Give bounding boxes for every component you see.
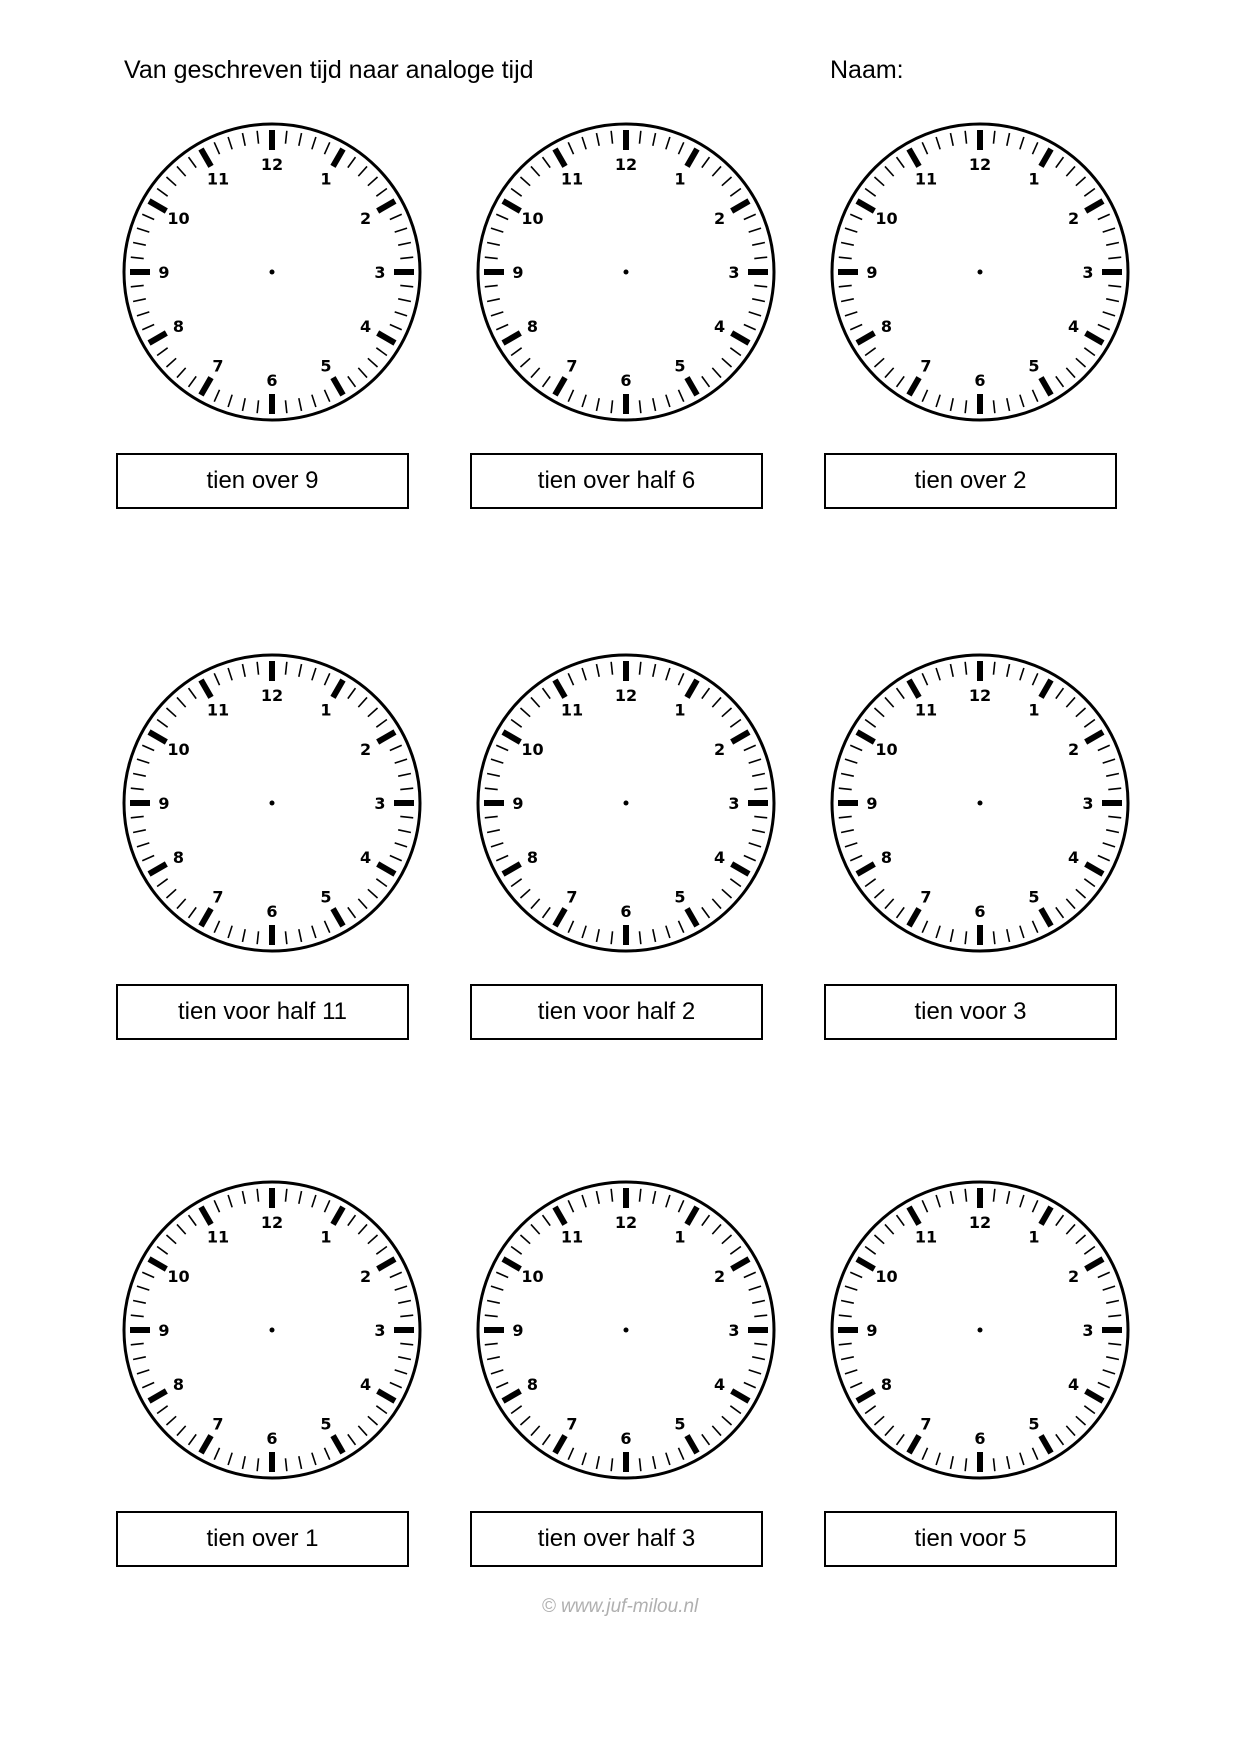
hour-numeral: 10: [521, 740, 544, 759]
hour-numeral: 10: [521, 1267, 544, 1286]
hour-numeral: 8: [880, 848, 893, 867]
hour-numeral: 8: [880, 1375, 893, 1394]
hour-numeral: 9: [512, 794, 524, 813]
hour-numeral: 12: [968, 1213, 992, 1232]
hour-numeral: 8: [880, 317, 893, 336]
hour-numeral: 11: [560, 169, 584, 189]
hour-numeral: 6: [266, 1429, 278, 1448]
center-dot: [270, 1328, 275, 1333]
hour-numeral: 8: [172, 317, 185, 336]
hour-numeral: 10: [167, 740, 190, 759]
hour-numeral: 2: [713, 740, 726, 759]
center-dot: [978, 270, 983, 275]
hour-numeral: 3: [374, 794, 386, 813]
center-dot: [624, 270, 629, 275]
exercise-5: [476, 653, 776, 1033]
hour-numeral: 9: [866, 794, 878, 813]
hour-numeral: 5: [320, 887, 332, 907]
exercise-2: [476, 122, 776, 502]
clock-face: [830, 653, 1130, 953]
exercise-9: [830, 1180, 1130, 1560]
hour-numeral: 6: [620, 902, 632, 921]
clock-face: [122, 122, 422, 422]
center-dot: [978, 1328, 983, 1333]
hour-numeral: 9: [866, 1321, 878, 1340]
hour-numeral: 5: [674, 356, 686, 376]
hour-numeral: 11: [206, 1227, 230, 1247]
hour-numeral: 6: [266, 902, 278, 921]
hour-numeral: 11: [560, 700, 584, 720]
hour-numeral: 2: [1067, 740, 1080, 759]
hour-numeral: 10: [521, 209, 544, 228]
clock-face: [476, 653, 776, 953]
hour-numeral: 6: [974, 1429, 986, 1448]
hour-numeral: 12: [260, 155, 284, 174]
hour-numeral: 2: [1067, 209, 1080, 228]
hour-numeral: 2: [359, 209, 372, 228]
hour-numeral: 4: [1067, 848, 1080, 867]
clock-face: [476, 122, 776, 422]
time-label-box: tien over 1: [116, 1511, 409, 1567]
hour-numeral: 6: [974, 371, 986, 390]
hour-numeral: 7: [920, 356, 932, 376]
center-dot: [270, 270, 275, 275]
name-label: Naam:: [830, 56, 904, 84]
time-label-box: tien over 9: [116, 453, 409, 509]
hour-numeral: 11: [914, 169, 938, 189]
hour-numeral: 4: [713, 848, 726, 867]
hour-numeral: 12: [614, 155, 638, 174]
hour-numeral: 4: [359, 848, 372, 867]
center-dot: [270, 801, 275, 806]
hour-numeral: 8: [526, 848, 539, 867]
hour-numeral: 7: [212, 1414, 224, 1434]
hour-numeral: 11: [206, 700, 230, 720]
hour-numeral: 9: [866, 263, 878, 282]
clock-face: [830, 1180, 1130, 1480]
worksheet-title: Van geschreven tijd naar analoge tijd: [124, 56, 534, 84]
hour-numeral: 4: [359, 1375, 372, 1394]
hour-numeral: 10: [875, 209, 898, 228]
clock-face: [122, 1180, 422, 1480]
hour-numeral: 8: [172, 1375, 185, 1394]
hour-numeral: 1: [674, 169, 686, 189]
hour-numeral: 1: [320, 1227, 332, 1247]
hour-numeral: 7: [566, 887, 578, 907]
hour-numeral: 7: [212, 887, 224, 907]
hour-numeral: 3: [1082, 794, 1094, 813]
hour-numeral: 12: [968, 686, 992, 705]
exercise-7: [122, 1180, 422, 1560]
center-dot: [624, 801, 629, 806]
hour-numeral: 6: [974, 902, 986, 921]
hour-numeral: 7: [212, 356, 224, 376]
hour-numeral: 4: [1067, 317, 1080, 336]
exercise-6: [830, 653, 1130, 1033]
hour-numeral: 3: [728, 794, 740, 813]
hour-numeral: 10: [875, 1267, 898, 1286]
hour-numeral: 3: [1082, 263, 1094, 282]
hour-numeral: 4: [1067, 1375, 1080, 1394]
hour-numeral: 8: [526, 317, 539, 336]
hour-numeral: 5: [1028, 356, 1040, 376]
hour-numeral: 5: [320, 1414, 332, 1434]
hour-numeral: 12: [968, 155, 992, 174]
clock-face: [476, 1180, 776, 1480]
hour-numeral: 6: [620, 1429, 632, 1448]
exercise-8: [476, 1180, 776, 1560]
hour-numeral: 3: [374, 263, 386, 282]
hour-numeral: 9: [158, 794, 170, 813]
time-label-box: tien over half 6: [470, 453, 763, 509]
hour-numeral: 5: [1028, 1414, 1040, 1434]
hour-numeral: 1: [320, 700, 332, 720]
hour-numeral: 3: [374, 1321, 386, 1340]
hour-numeral: 8: [172, 848, 185, 867]
hour-numeral: 2: [359, 740, 372, 759]
clock-face: [122, 653, 422, 953]
hour-numeral: 1: [674, 1227, 686, 1247]
hour-numeral: 1: [1028, 1227, 1040, 1247]
hour-numeral: 9: [512, 263, 524, 282]
hour-numeral: 6: [620, 371, 632, 390]
hour-numeral: 11: [206, 169, 230, 189]
hour-numeral: 11: [560, 1227, 584, 1247]
hour-numeral: 2: [1067, 1267, 1080, 1286]
hour-numeral: 10: [875, 740, 898, 759]
hour-numeral: 1: [1028, 169, 1040, 189]
hour-numeral: 7: [566, 356, 578, 376]
clock-face: [830, 122, 1130, 422]
hour-numeral: 3: [1082, 1321, 1094, 1340]
time-label-box: tien voor 3: [824, 984, 1117, 1040]
hour-numeral: 2: [713, 209, 726, 228]
hour-numeral: 7: [920, 887, 932, 907]
exercise-1: [122, 122, 422, 502]
hour-numeral: 10: [167, 1267, 190, 1286]
hour-numeral: 12: [614, 686, 638, 705]
hour-numeral: 12: [260, 686, 284, 705]
hour-numeral: 5: [1028, 887, 1040, 907]
copyright-footer: © www.juf-milou.nl: [541, 1596, 699, 1617]
hour-numeral: 1: [674, 700, 686, 720]
time-label-box: tien voor half 2: [470, 984, 763, 1040]
hour-numeral: 9: [158, 263, 170, 282]
time-label-box: tien voor half 11: [116, 984, 409, 1040]
hour-numeral: 12: [260, 1213, 284, 1232]
hour-numeral: 11: [914, 700, 938, 720]
hour-numeral: 12: [614, 1213, 638, 1232]
hour-numeral: 1: [320, 169, 332, 189]
hour-numeral: 7: [566, 1414, 578, 1434]
hour-numeral: 2: [713, 1267, 726, 1286]
hour-numeral: 10: [167, 209, 190, 228]
time-label-box: tien voor 5: [824, 1511, 1117, 1567]
time-label-box: tien over 2: [824, 453, 1117, 509]
hour-numeral: 4: [359, 317, 372, 336]
hour-numeral: 9: [158, 1321, 170, 1340]
hour-numeral: 6: [266, 371, 278, 390]
hour-numeral: 11: [914, 1227, 938, 1247]
hour-numeral: 2: [359, 1267, 372, 1286]
time-label-box: tien over half 3: [470, 1511, 763, 1567]
hour-numeral: 3: [728, 263, 740, 282]
center-dot: [624, 1328, 629, 1333]
hour-numeral: 1: [1028, 700, 1040, 720]
hour-numeral: 5: [320, 356, 332, 376]
hour-numeral: 8: [526, 1375, 539, 1394]
exercise-3: [830, 122, 1130, 502]
hour-numeral: 5: [674, 1414, 686, 1434]
center-dot: [978, 801, 983, 806]
hour-numeral: 7: [920, 1414, 932, 1434]
exercise-4: [122, 653, 422, 1033]
hour-numeral: 4: [713, 1375, 726, 1394]
hour-numeral: 5: [674, 887, 686, 907]
hour-numeral: 4: [713, 317, 726, 336]
hour-numeral: 3: [728, 1321, 740, 1340]
hour-numeral: 9: [512, 1321, 524, 1340]
